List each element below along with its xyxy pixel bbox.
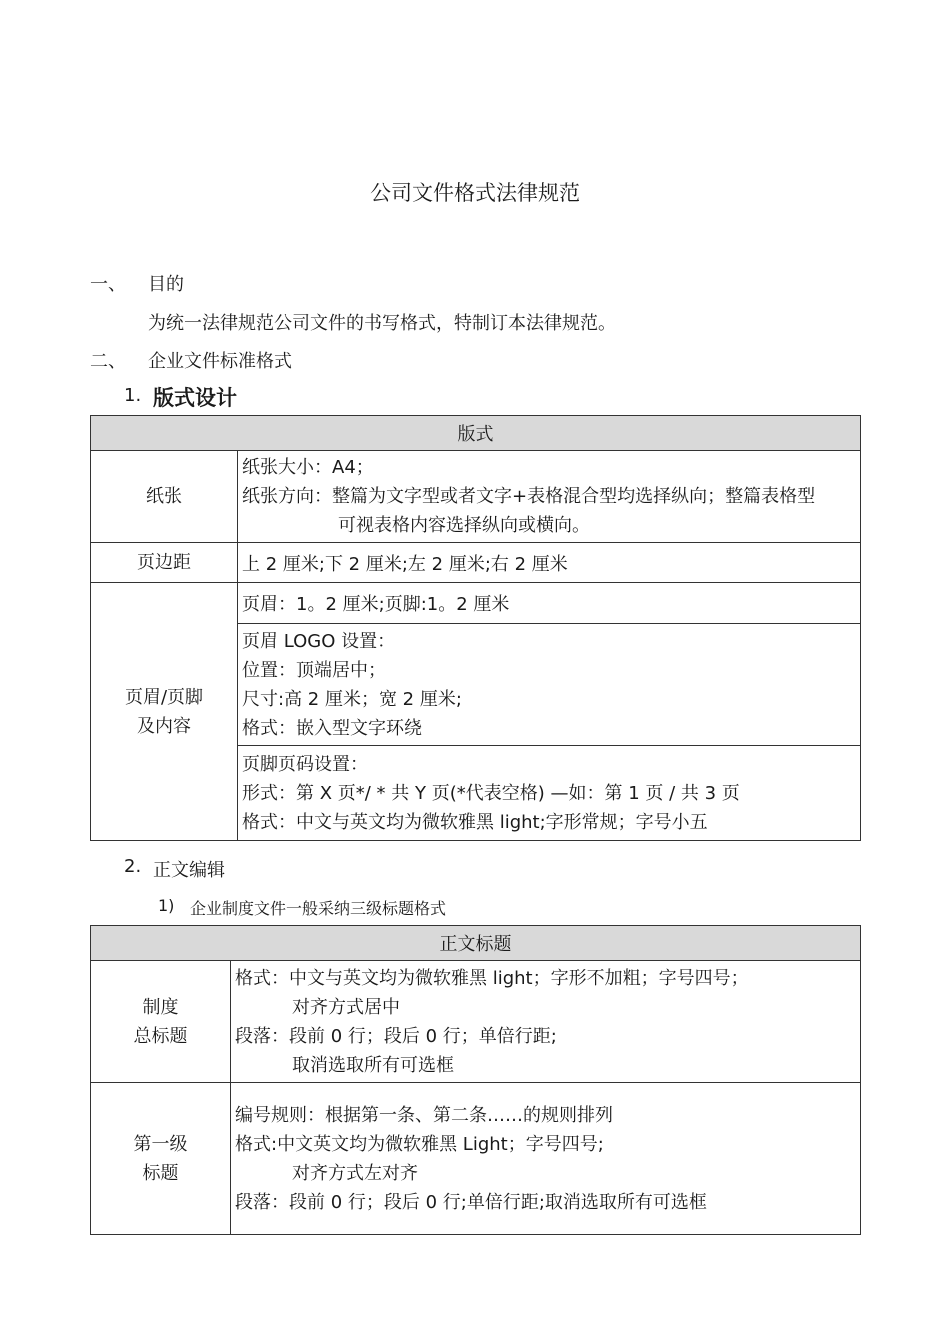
section-1-title: 目的 [148, 274, 184, 295]
header-footer-distance: 页眉：1。2 厘米;页脚:1。2 厘米 [238, 583, 861, 624]
level1-label-line1: 第一级 [133, 1133, 188, 1155]
heading-table [90, 925, 861, 1235]
main-title-format: 格式：中文与英文均为微软雅黑 light；字形不加粗；字号四号； [235, 967, 749, 989]
subsection-1-title: 版式设计 [153, 386, 237, 410]
item-1-title: 企业制度文件一般采纳三级标题格式 [190, 899, 447, 918]
subsection-2-title: 正文编辑 [153, 860, 225, 881]
item-1-number: 1) [158, 896, 175, 915]
page-number-format: 格式：中文与英文均为微软雅黑 light;字形常规；字号小五 [242, 811, 708, 833]
header-footer-label-line2: 及内容 [137, 715, 191, 737]
main-title-checkbox: 取消选取所有可选框 [292, 1054, 454, 1076]
header-footer-label-line1: 页眉/页脚 [124, 686, 204, 708]
heading-table-header: 正文标题 [91, 926, 861, 961]
level1-cell [231, 1083, 861, 1235]
main-title-label-line2: 总标题 [133, 1025, 188, 1047]
level1-align: 对齐方式左对齐 [292, 1162, 418, 1184]
subsection-2-number: 2. [124, 856, 142, 877]
logo-size: 尺寸:高 2 厘米；宽 2 厘米; [242, 688, 462, 710]
paper-size: 纸张大小：A4； [242, 457, 374, 478]
page-number-form: 形式：第 X 页*/ * 共 Y 页(*代表空格) —如：第 1 页 / 共 3 页 [242, 782, 740, 804]
subsection-1-number: 1. [124, 385, 142, 406]
main-title-label-line1: 制度 [142, 996, 179, 1018]
level1-numbering: 编号规则：根据第一条、第二条……的规则排列 [235, 1104, 613, 1126]
section-1-body: 为统一法律规范公司文件的书写格式，特制订本法律规范。 [148, 313, 616, 334]
logo-title: 页眉 LOGO 设置： [242, 630, 396, 652]
margin-label: 页边距 [91, 543, 238, 583]
section-2-number: 二、 [90, 351, 126, 372]
main-title-align: 对齐方式居中 [292, 996, 400, 1018]
margin-value: 上 2 厘米;下 2 厘米;左 2 厘米;右 2 厘米 [238, 543, 861, 583]
section-1-number: 一、 [90, 274, 126, 295]
paper-orientation-cont: 可视表格内容选择纵向或横向。 [338, 515, 590, 536]
section-2-title: 企业文件标准格式 [148, 351, 292, 372]
logo-position: 位置：顶端居中； [242, 659, 386, 681]
page-number-title: 页脚页码设置： [242, 753, 368, 775]
logo-cell [238, 624, 861, 746]
main-title-label [91, 961, 231, 1083]
main-title-paragraph: 段落：段前 0 行；段后 0 行；单倍行距; [235, 1025, 557, 1047]
paper-cell [238, 451, 861, 543]
logo-format: 格式：嵌入型文字环绕 [242, 717, 422, 739]
level1-label [91, 1083, 231, 1235]
paper-orientation: 纸张方向：整篇为文字型或者文字+表格混合型均选择纵向；整篇表格型 [242, 486, 816, 507]
header-footer-label [91, 583, 238, 841]
layout-table-header: 版式 [91, 416, 861, 451]
level1-paragraph: 段落：段前 0 行；段后 0 行;单倍行距;取消选取所有可选框 [235, 1191, 707, 1213]
level1-label-line2: 标题 [142, 1162, 179, 1184]
layout-table [90, 415, 861, 841]
page-title: 公司文件格式法律规范 [370, 181, 580, 205]
main-title-cell [231, 961, 861, 1083]
level1-format: 格式:中文英文均为微软雅黑 Light；字号四号; [235, 1133, 604, 1155]
page-number-cell [238, 746, 861, 841]
paper-label: 纸张 [91, 451, 238, 543]
